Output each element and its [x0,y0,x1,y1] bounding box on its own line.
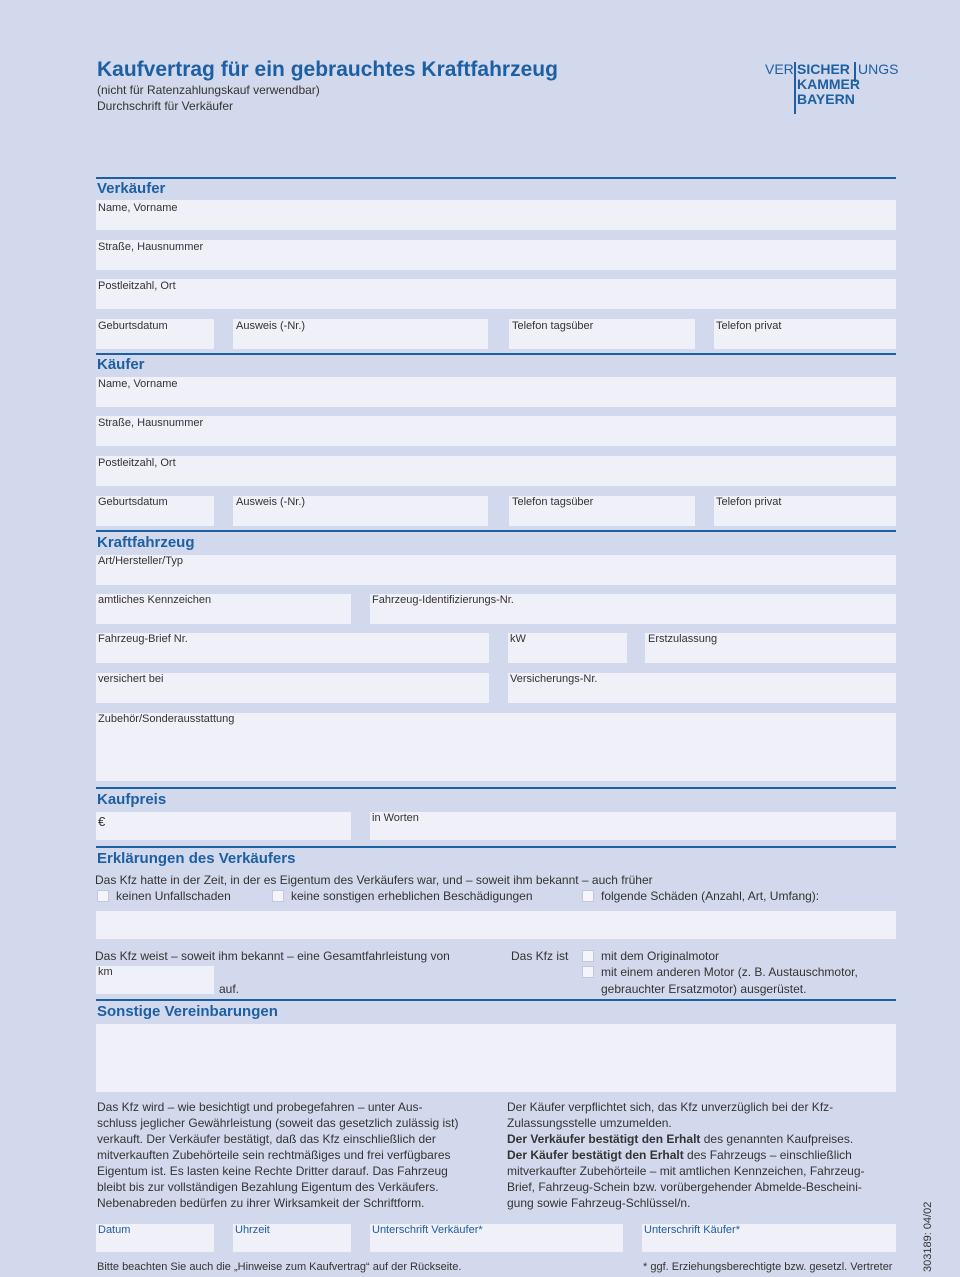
other-engine-label: mit einem anderen Motor (z. B. Austauschmotor, [601,965,858,979]
other-agreements-field[interactable] [96,1024,896,1092]
buyer-signature-label: Unterschrift Käufer* [644,1224,740,1236]
logo-text-5: BAYERN [797,91,855,107]
logo-text-1: VER [765,61,794,77]
seller-divider [96,177,896,179]
terms-left: Das Kfz wird – wie besichtigt und probegefahren – unter Aus- schluss jeglicher Gewährleistung (soweit das gesetzlich zulässig ist) verkauft. Der Verkäufer bestätigt, daß das Kfz einschließlich der mitverkauften Zubehörteile sein rechtmäßiges und frei verfügbares Eigentum ist. Es lasten keine Rechte Dritter darauf. Das Fahrzeug bleibt bis zur vollständigen Bezahlung Eigentum des Verkäufers. Nebenabreden bedürfen zu ihrer Wirksamkeit der Schriftform. [97,1100,459,1210]
buyer-phone-private-label: Telefon privat [716,496,782,508]
price-words-field[interactable] [370,812,896,840]
seller-street-label: Straße, Hausnummer [98,241,204,253]
seller-phone-private-label: Telefon privat [716,320,782,332]
seller-city-field[interactable] [96,279,896,309]
brief-label: Fahrzeug-Brief Nr. [98,633,188,645]
buyer-street-field[interactable] [96,416,896,446]
date-label: Datum [98,1224,131,1236]
other-divider [96,999,896,1001]
price-amount-field[interactable] [96,812,351,840]
other-engine-label-2: gebrauchter Ersatzmotor) ausgerüstet. [601,982,807,996]
euro-sign: € [98,814,106,829]
vehicle-type-field[interactable] [96,555,896,585]
buyer-city-field[interactable] [96,456,896,486]
buyer-city-label: Postleitzahl, Ort [98,457,176,469]
original-engine-label: mit dem Originalmotor [601,949,720,963]
original-engine-checkbox[interactable] [582,950,594,962]
form-code: 303189: 04/02 [922,1201,934,1272]
engine-intro: Das Kfz ist [511,949,569,963]
seller-name-label: Name, Vorname [98,202,178,214]
seller-id-label: Ausweis (-Nr.) [236,320,306,332]
other-engine-checkbox[interactable] [582,966,594,978]
declaration-intro: Das Kfz hatte in der Zeit, in der es Eigentum des Verkäufers war, und – soweit ihm bekannt – auch früher [95,873,653,887]
declaration-divider [96,846,896,848]
copy-note: Durchschrift für Verkäufer [97,99,234,113]
price-heading: Kaufpreis [97,791,167,808]
footer-note: Bitte beachten Sie auch die „Hinweise zum Kaufvertrag“ auf der Rückseite. [97,1261,462,1273]
price-divider [96,787,896,789]
accessories-label: Zubehör/Sonderausstattung [98,713,235,725]
buyer-name-field[interactable] [96,377,896,407]
km-label: km [98,966,113,978]
vin-label: Fahrzeug-Identifizierungs-Nr. [372,594,514,606]
mileage-text: Das Kfz weist – soweit ihm bekannt – eine Gesamtfahrleistung von [95,949,450,963]
first-reg-label: Erstzulassung [648,633,718,645]
subtitle: (nicht für Ratenzahlungskauf verwendbar) [97,83,320,97]
time-label: Uhrzeit [235,1224,270,1236]
seller-street-field[interactable] [96,240,896,270]
damages-field[interactable] [96,911,896,939]
kw-label: kW [510,633,526,645]
terms-right: Der Käufer verpflichtet sich, das Kfz unverzüglich bei der Kfz- Zulassungsstelle umzumelden. Der Verkäufer bestätigt den Erhalt des genannten Kaufpreises. Der Käufer bestätigt den Erhalt des Fahrzeugs – einschließlich mitverkaufter Zubehörteile – mit amtlichen Kennzeichen, Fahrzeug- Brief, Fahrzeug-Schein bzw. vorübergehender Abmelde-Bescheini- gung sowie Fahrzeug-Schlüssel/n. [507,1100,865,1210]
vehicle-heading: Kraftfahrzeug [97,534,195,551]
buyer-name-label: Name, Vorname [98,378,178,390]
buyer-street-label: Straße, Hausnummer [98,417,204,429]
insurance-no-label: Versicherungs-Nr. [510,673,598,685]
no-damage-checkbox[interactable] [272,890,284,902]
plate-label: amtliches Kennzeichen [98,594,212,606]
buyer-birth-label: Geburtsdatum [98,496,168,508]
buyer-divider [96,353,896,355]
declaration-heading: Erklärungen des Verkäufers [97,850,296,867]
damages-checkbox[interactable] [582,890,594,902]
logo-text-2: SICHER [797,61,850,77]
no-accident-label: keinen Unfallschaden [116,889,231,903]
seller-heading: Verkäufer [97,180,166,197]
logo-text-4: KAMMER [797,76,860,92]
vehicle-type-label: Art/Hersteller/Typ [98,555,183,567]
mileage-suffix: auf. [219,982,240,996]
other-heading: Sonstige Vereinbarungen [97,1003,278,1020]
no-accident-checkbox[interactable] [97,890,109,902]
seller-name-field[interactable] [96,200,896,230]
seller-phone-day-label: Telefon tagsüber [512,320,594,332]
seller-city-label: Postleitzahl, Ort [98,280,176,292]
page-title: Kaufvertrag für ein gebrauchtes Kraftfahrzeug [97,58,558,81]
seller-signature-label: Unterschrift Verkäufer* [372,1224,483,1236]
no-damage-label: keine sonstigen erheblichen Beschädigungen [291,889,533,903]
insured-label: versichert bei [98,673,164,685]
vehicle-divider [96,530,896,532]
logo-text-3: UNGS [858,61,899,77]
buyer-phone-day-label: Telefon tagsüber [512,496,594,508]
footer-asterisk: * ggf. Erziehungsberechtigte bzw. gesetzl. Vertreter [643,1261,893,1273]
mileage-field[interactable] [96,966,214,994]
damages-label: folgende Schäden (Anzahl, Art, Umfang): [601,889,820,903]
seller-birth-label: Geburtsdatum [98,320,168,332]
price-words-label: in Worten [372,812,419,824]
buyer-heading: Käufer [97,356,145,373]
insurer-logo [765,62,905,118]
buyer-id-label: Ausweis (-Nr.) [236,496,306,508]
